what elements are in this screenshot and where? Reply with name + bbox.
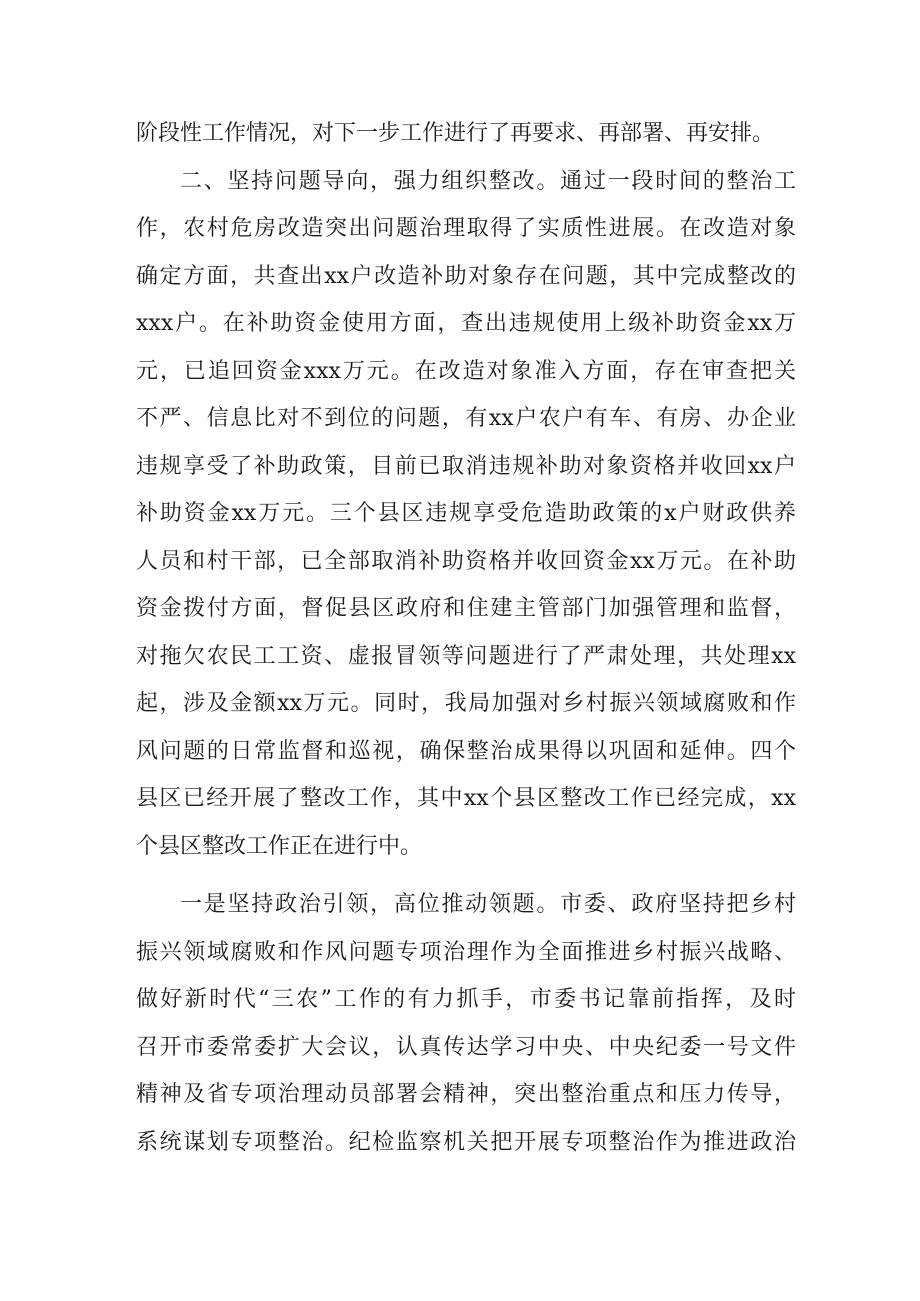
- text-line: 作，农村危房改造突出问题治理取得了实质性进展。在改造对象: [136, 216, 796, 241]
- text-line: 违规享受了补助政策，目前已取消违规补助对象资格并收回xx户: [136, 453, 796, 479]
- text-line: 阶段性工作情况，对下一步工作进行了再要求、再部署、再安排。: [136, 121, 775, 146]
- text-line: 做好新时代“三农”工作的有力抓手，市委书记靠前指挥，及时: [136, 987, 796, 1012]
- document-body: [136, 110, 796, 1166]
- text-line: 补助资金xx万元。三个县区违规享受危造助政策的x户财政供养: [136, 501, 796, 526]
- text-line: 召开市委常委扩大会议，认真传达学习中央、中央纪委一号文件: [136, 1034, 796, 1060]
- text-line: 系统谋划专项整治。纪检监察机关把开展专项整治作为推进政治: [136, 1129, 796, 1155]
- text-line: 振兴领域腐败和作风问题专项治理作为全面推进乡村振兴战略、: [136, 939, 796, 965]
- text-line: 精神及省专项治理动员部署会精神，突出整治重点和压力传导，: [136, 1082, 796, 1107]
- text-line: 县区已经开展了整改工作，其中xx个县区整改工作已经完成，xx: [136, 786, 796, 811]
- text-line: 人员和村干部，已全部取消补助资格并收回资金xx万元。在补助: [136, 548, 796, 574]
- text-line: xxx户。在补助资金使用方面，查出违规使用上级补助资金xx万: [136, 311, 796, 336]
- text-line: 资金拨付方面，督促县区政府和住建主管部门加强管理和监督，: [136, 596, 796, 621]
- text-line: 起，涉及金额xx万元。同时，我局加强对乡村振兴领域腐败和作: [136, 691, 796, 716]
- text-line: 对拖欠农民工工资、虚报冒领等问题进行了严肃处理，共处理xx: [136, 643, 796, 669]
- text-line: 一是坚持政治引领，高位推动领题。市委、政府坚持把乡村: [180, 892, 796, 917]
- text-line: 风问题的日常监督和巡视，确保整治成果得以巩固和延伸。四个: [136, 738, 796, 764]
- text-line: 确定方面，共查出xx户改造补助对象存在问题，其中完成整改的: [136, 263, 796, 289]
- text-line: 二、坚持问题导向，强力组织整改。通过一段时间的整治工: [180, 168, 796, 194]
- text-line: 不严、信息比对不到位的问题，有xx户农户有车、有房、办企业: [136, 406, 796, 431]
- paragraph-gap: [136, 870, 796, 881]
- text-line: 元，已追回资金xxx万元。在改造对象准入方面，存在审查把关: [136, 358, 796, 384]
- text-line: 个县区整改工作正在进行中。: [136, 833, 423, 859]
